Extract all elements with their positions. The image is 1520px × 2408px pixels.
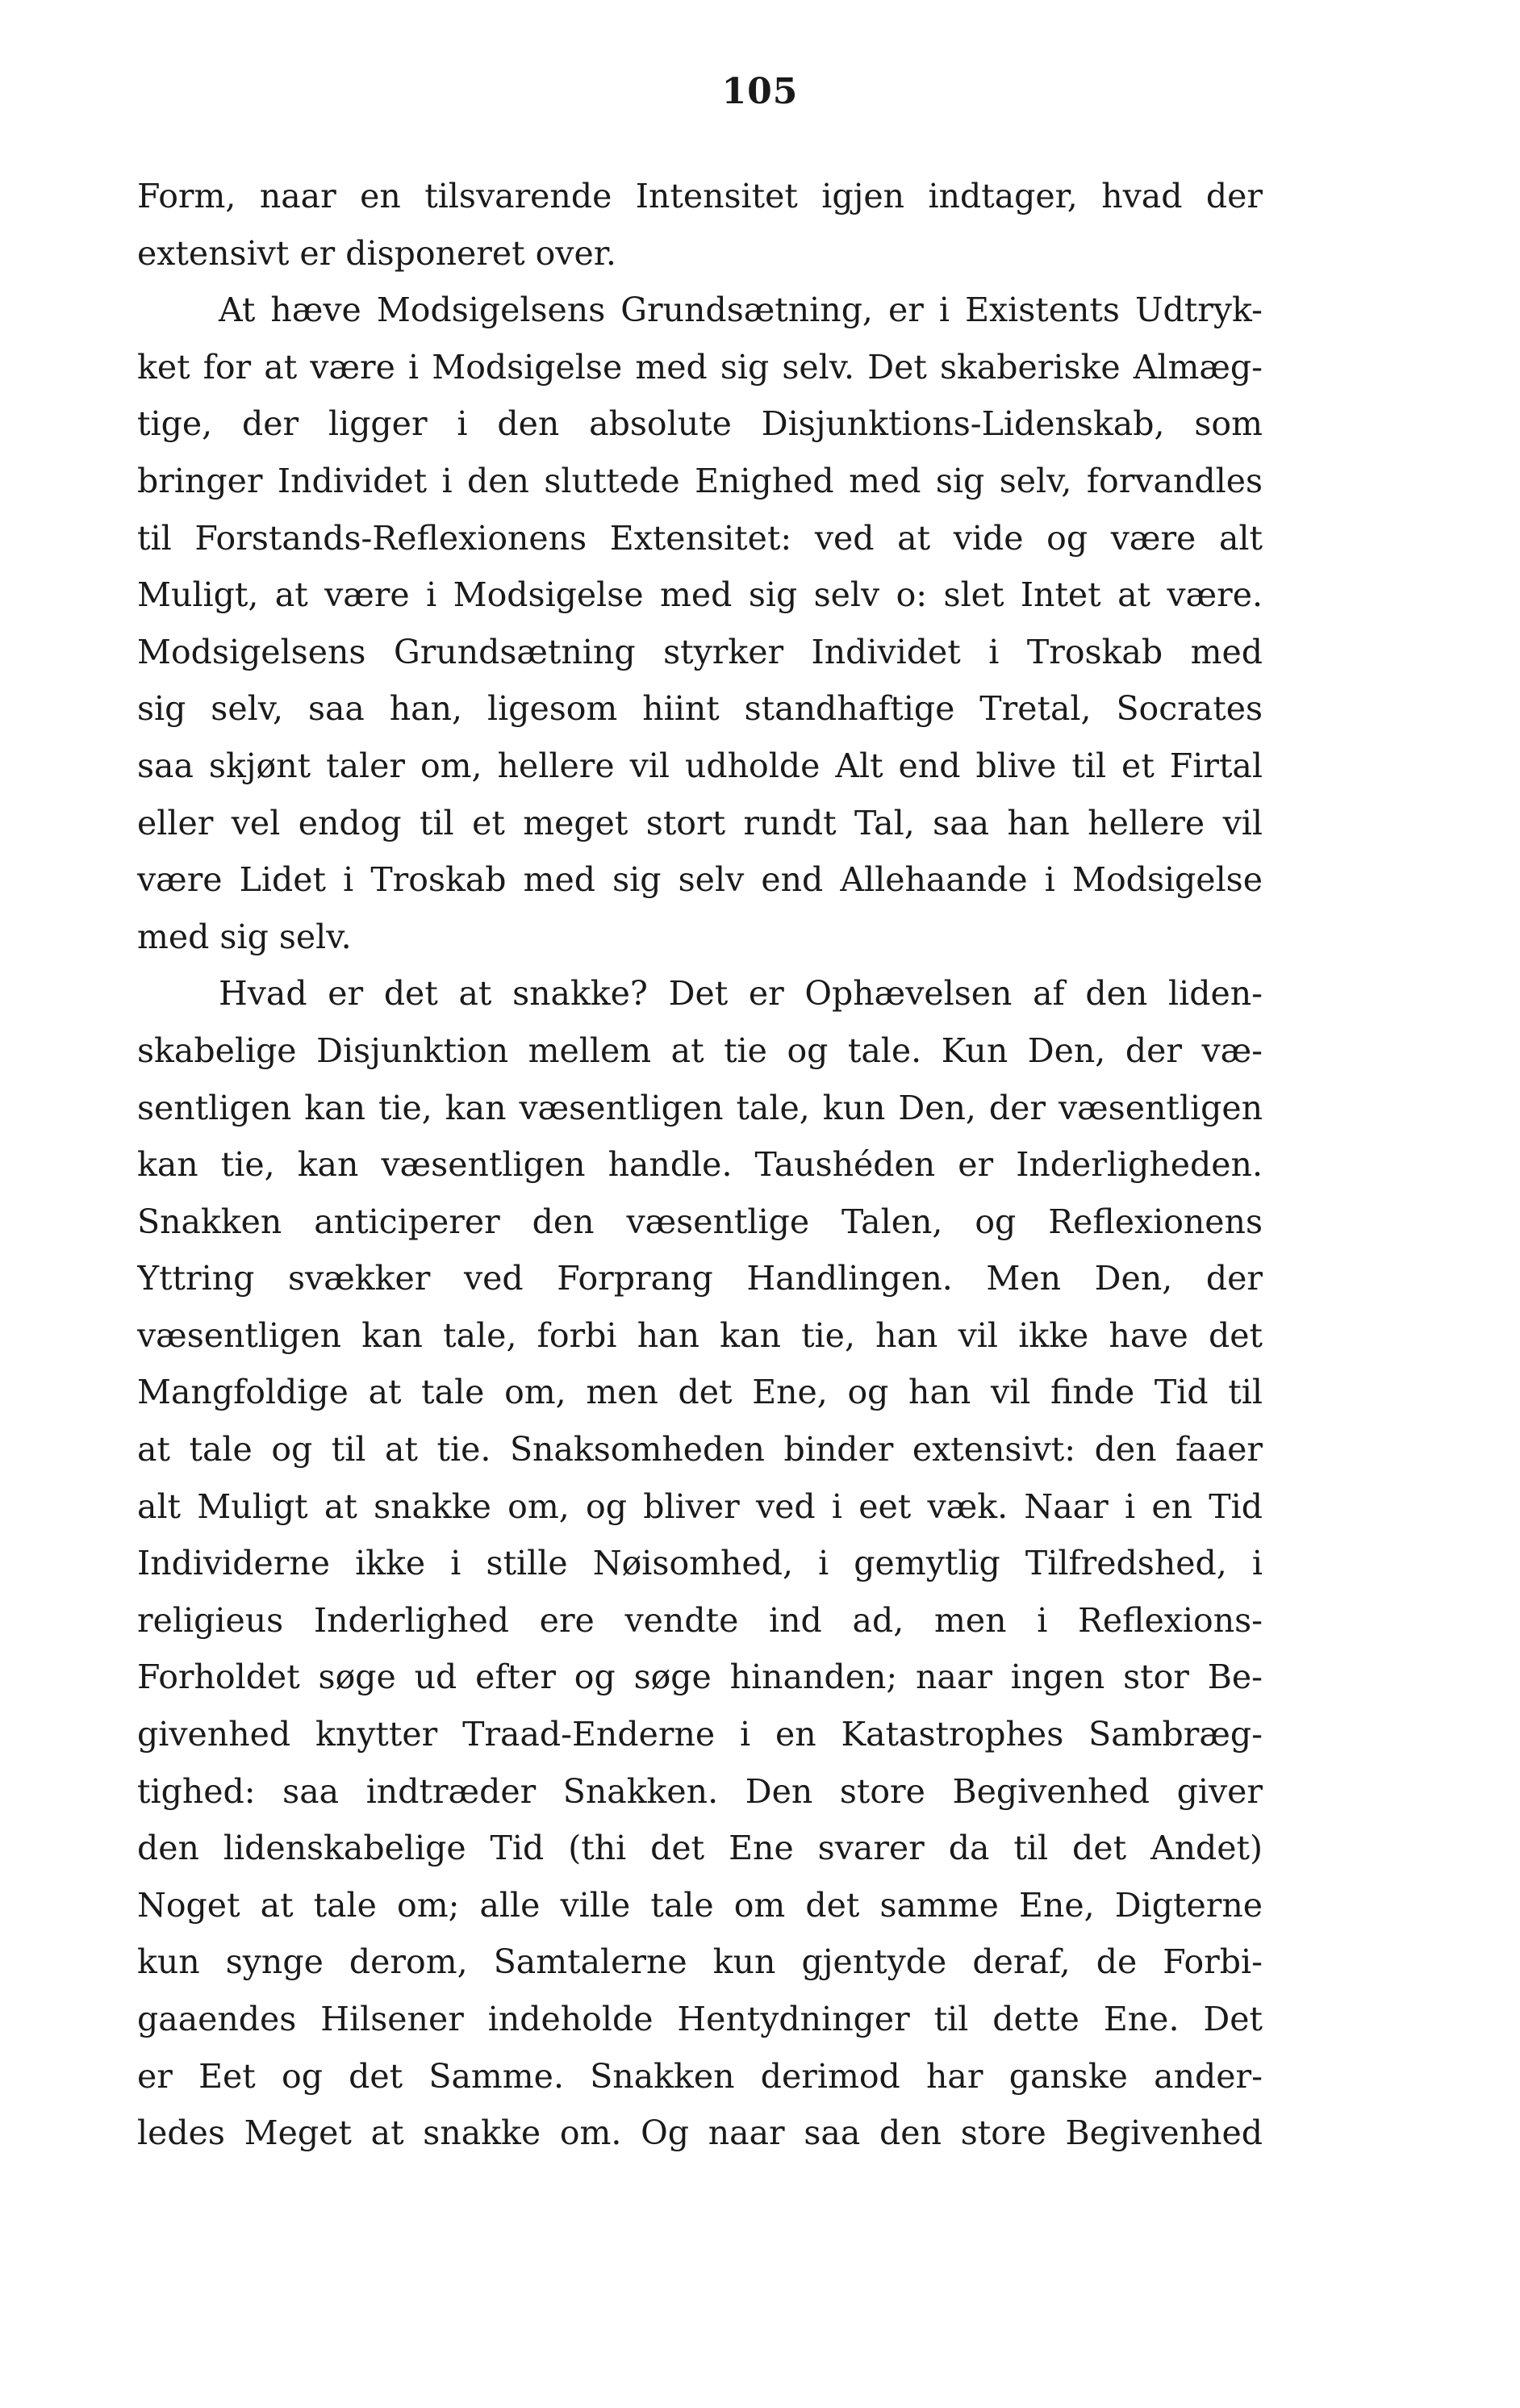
text-line: ket for at være i Modsigelse med sig selv. Det skaberiske Almæg- — [137, 347, 1263, 387]
text-line: bringer Individet i den sluttede Enighed med sig selv, forvandles — [137, 461, 1263, 500]
text-line: gaaendes Hilsener indeholde Hentydninger til dette Ene. Det — [137, 2000, 1263, 2038]
text-line: kan tie, kan væsentligen handle. Taushéden er Inderligheden. — [137, 1145, 1263, 1185]
text-line: med sig selv. — [137, 917, 352, 956]
text-line: Muligt, at være i Modsigelse med sig selv o: slet Intet at være. — [137, 575, 1263, 615]
text-line: Noget at tale om; alle ville tale om det samme Ene, Digterne — [137, 1885, 1263, 1925]
text-line: Hvad er det at snakke? Det er Ophævelsen af den liden- — [219, 974, 1263, 1014]
text-line: kun synge derom, Samtalerne kun gjentyde deraf, de Forbi- — [137, 1942, 1263, 1982]
text-line: Yttring svækker ved Forprang Handlingen. Men Den, der — [137, 1259, 1263, 1298]
text-line: være Lidet i Troskab med sig selv end Allehaande i Modsigelse — [137, 860, 1263, 900]
body-text — [137, 168, 1263, 2162]
text-line: den lidenskabelige Tid (thi det Ene svarer da til det Andet) — [137, 1829, 1263, 1868]
text-line: eller vel endog til et meget stort rundt Tal, saa han hellere vil — [137, 803, 1263, 842]
text-line: alt Muligt at snakke om, og bliver ved i eet væk. Naar i en Tid — [137, 1486, 1263, 1526]
text-line: Mangfoldige at tale om, men det Ene, og han vil finde Tid til — [137, 1373, 1263, 1412]
text-line: ledes Meget at snakke om. Og naar saa den store Begivenhed — [137, 2113, 1263, 2153]
text-line: er Eet og det Samme. Snakken derimod har ganske ander- — [137, 2056, 1263, 2096]
text-line: Individerne ikke i stille Nøisomhed, i gemytlig Tilfredshed, i — [137, 1544, 1263, 1583]
text-line: tige, der ligger i den absolute Disjunktions-Lidenskab, som — [137, 404, 1263, 444]
text-line: extensivt er disponeret over. — [137, 233, 616, 273]
text-line: Form, naar en tilsvarende Intensitet igjen indtager, hvad der — [137, 177, 1263, 215]
text-line: at tale og til at tie. Snaksomheden binder extensivt: den faaer — [137, 1430, 1263, 1469]
text-line: Forholdet søge ud efter og søge hinanden; naar ingen stor Be- — [137, 1658, 1263, 1697]
text-line: Snakken anticiperer den væsentlige Talen, og Reflexionens — [137, 1202, 1263, 1241]
text-line: saa skjønt taler om, hellere vil udholde Alt end blive til et Firtal — [137, 746, 1263, 785]
text-line: sentligen kan tie, kan væsentligen tale, kun Den, der væsentligen — [137, 1088, 1263, 1127]
text-line: religieus Inderlighed ere vendte ind ad, men i Reflexions- — [137, 1600, 1263, 1640]
text-line: At hæve Modsigelsens Grundsætning, er i Existents Udtryk- — [219, 291, 1263, 330]
text-line: til Forstands-Reflexionens Extensitet: ved at vide og være alt — [137, 518, 1263, 558]
text-line: Modsigelsens Grundsætning styrker Individet i Troskab med — [137, 632, 1263, 671]
page-number: 105 — [721, 71, 799, 112]
text-line: væsentligen kan tale, forbi han kan tie, han vil ikke have det — [137, 1315, 1263, 1355]
text-line: tighed: saa indtræder Snakken. Den store Begivenhed giver — [137, 1771, 1263, 1811]
text-line: givenhed knytter Traad-Enderne i en Katastrophes Sambræg- — [137, 1715, 1263, 1754]
text-line: skabelige Disjunktion mellem at tie og tale. Kun Den, der væ- — [137, 1031, 1263, 1070]
text-line: sig selv, saa han, ligesom hiint standhaftige Tretal, Socrates — [137, 689, 1263, 729]
